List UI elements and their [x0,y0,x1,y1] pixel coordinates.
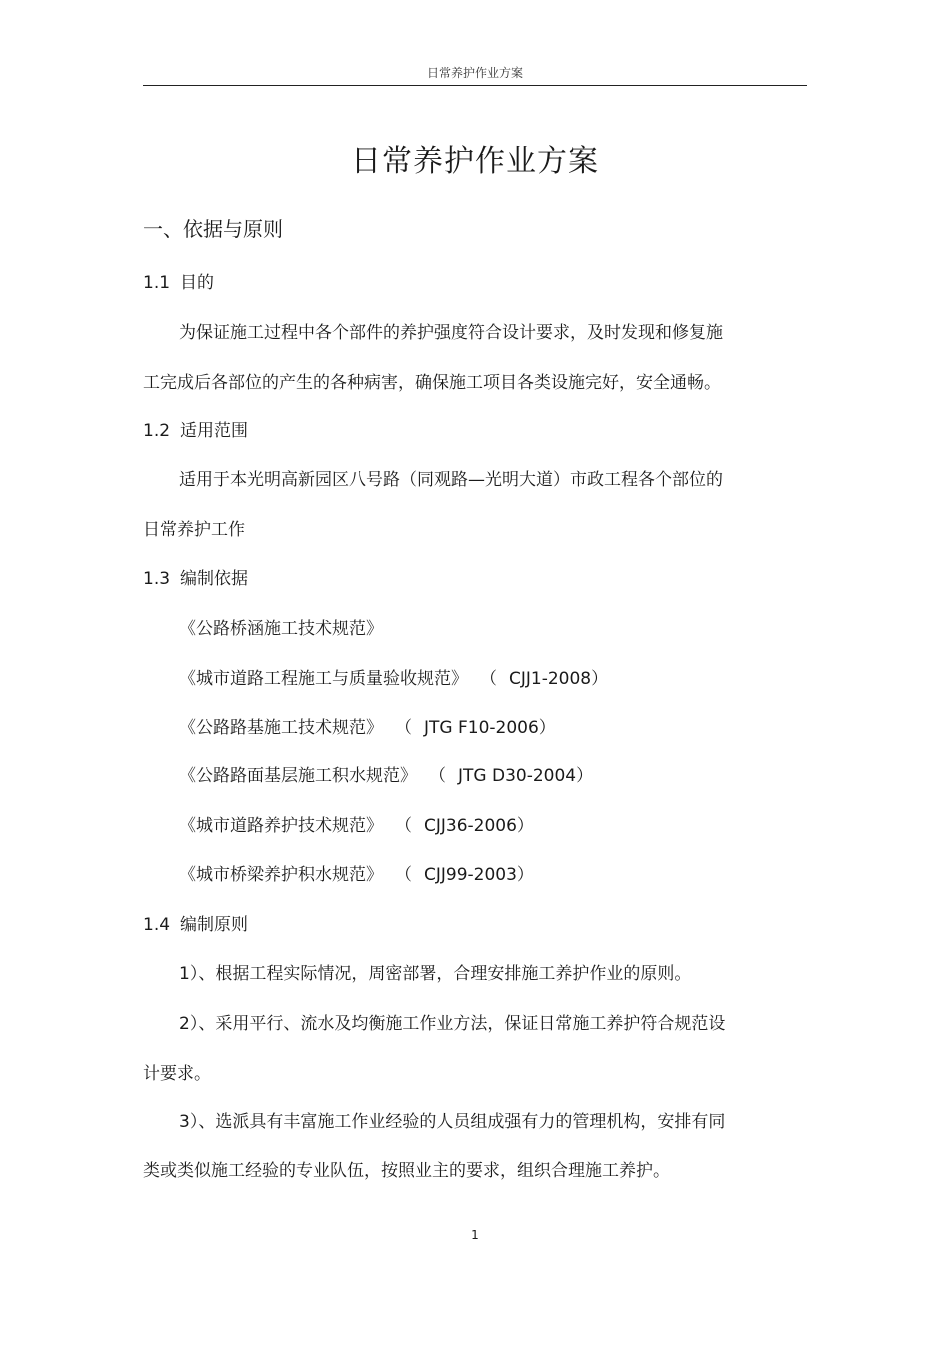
reference-item [179,618,383,640]
reference-item [179,815,534,837]
paragraph-line: 1）、根据工程实际情况，周密部署，合理安排施工养护作业的原则。 [179,964,692,984]
paragraph-line: 类或类似施工经验的专业队伍，按照业主的要求，组织合理施工养护。 [143,1161,670,1181]
subsection-number: 1.2 [143,421,171,441]
subsection-title: 目的 [180,273,215,293]
reference-item [179,668,608,690]
reference-paren: （ [429,766,446,786]
page-number: 1 [471,1228,479,1242]
reference-code: CJJ36-2006） [424,816,534,836]
paragraph-line: 日常养护工作 [143,520,245,540]
reference-name: 《城市桥梁养护积水规范》 [179,865,383,885]
subsection-number: 1.3 [143,569,171,589]
subsection-title: 编制依据 [180,569,249,589]
subsection-number: 1.1 [143,273,171,293]
reference-item [179,717,556,739]
reference-name: 《公路桥涵施工技术规范》 [179,619,383,639]
running-header: 日常养护作业方案 [426,66,523,80]
subsection-heading-1-4 [143,914,248,936]
subsection-heading-1-2 [143,420,248,442]
document-title: 日常养护作业方案 [351,144,599,179]
paragraph-line: 适用于本光明高新园区八号路（同观路—光明大道）市政工程各个部位的 [179,470,723,490]
reference-code: JTG F10-2006） [424,718,556,738]
reference-paren: （ [395,865,412,885]
reference-paren: （ [395,718,412,738]
subsection-heading-1-3 [143,568,248,590]
reference-name: 《城市道路养护技术规范》 [179,816,383,836]
reference-paren: （ [480,669,497,689]
section-heading: 一、依据与原则 [143,217,283,241]
subsection-title: 编制原则 [180,915,249,935]
subsection-number: 1.4 [143,915,171,935]
reference-code: CJJ99-2003） [424,865,534,885]
paragraph-line: 2）、采用平行、流水及均衡施工作业方法，保证日常施工养护符合规范设 [179,1014,726,1034]
reference-paren: （ [395,816,412,836]
reference-item [179,765,593,787]
subsection-title: 适用范围 [180,421,249,441]
header-divider [143,85,807,86]
paragraph-line: 3）、选派具有丰富施工作业经验的人员组成强有力的管理机构，安排有同 [179,1112,726,1132]
reference-code: JTG D30-2004） [458,766,594,786]
reference-code: CJJ1-2008） [509,669,609,689]
paragraph-line: 工完成后各部位的产生的各种病害，确保施工项目各类设施完好，安全通畅。 [143,373,721,393]
paragraph-line: 为保证施工过程中各个部件的养护强度符合设计要求，及时发现和修复施 [179,323,723,343]
subsection-heading-1-1 [143,272,214,294]
reference-name: 《公路路基施工技术规范》 [179,718,383,738]
reference-name: 《公路路面基层施工积水规范》 [179,766,417,786]
reference-item [179,864,534,886]
reference-name: 《城市道路工程施工与质量验收规范》 [179,669,468,689]
paragraph-line: 计要求。 [143,1064,211,1084]
